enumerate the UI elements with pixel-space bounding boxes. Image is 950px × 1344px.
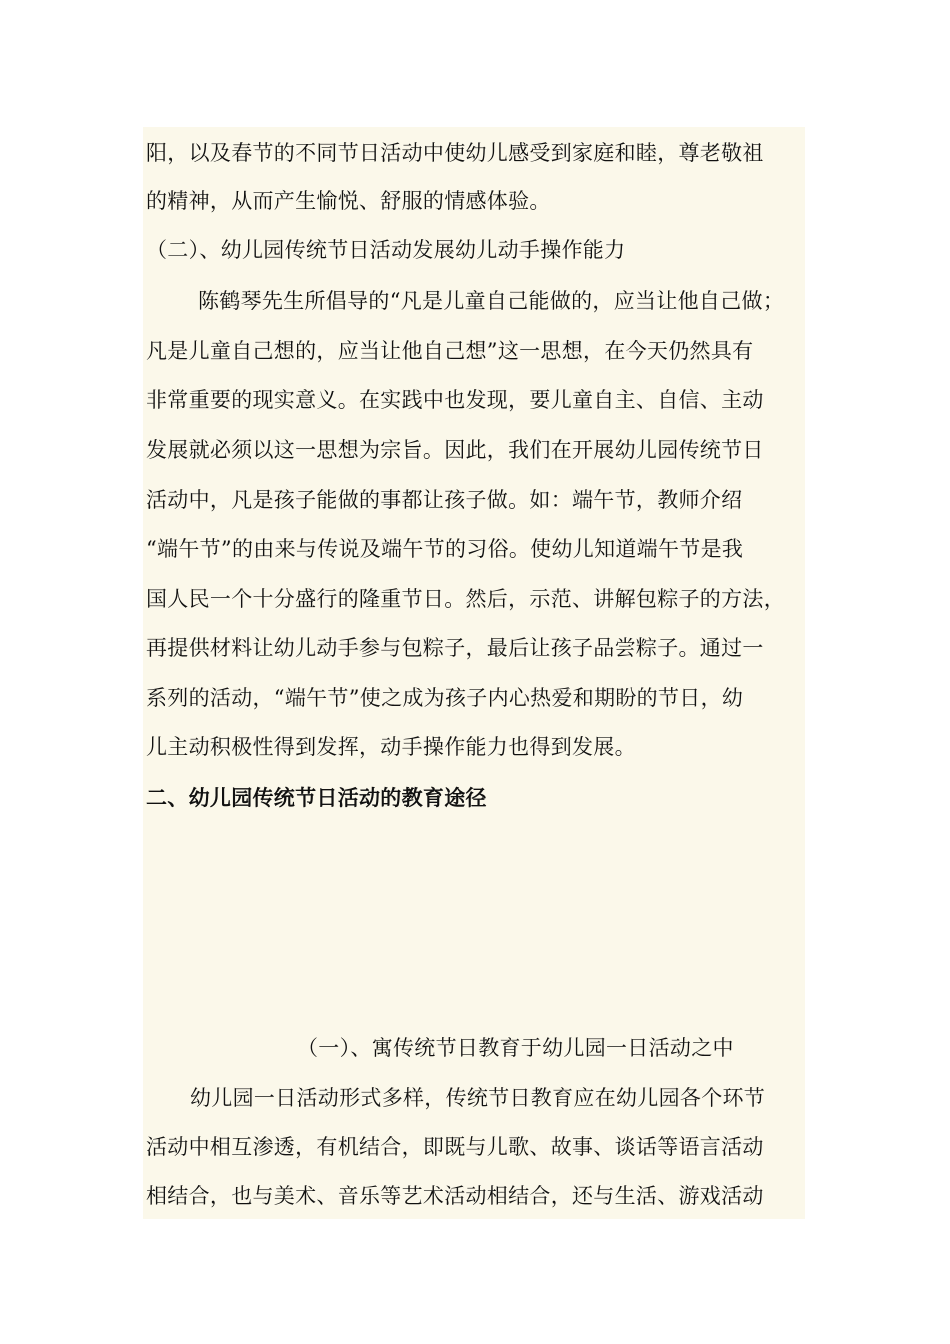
paragraph-line: 相结合，也与美术、音乐等艺术活动相结合，还与生活、游戏活动 [146,1184,764,1208]
paragraph-line: 幼儿园一日活动形式多样，传统节日教育应在幼儿园各个环节 [190,1086,766,1110]
paragraph-line: 儿主动积极性得到发挥，动手操作能力也得到发展。 [146,735,636,759]
paragraph-line: 凡是儿童自己想的，应当让他自己想”这一思想，在今天仍然具有 [146,339,754,363]
paragraph-line: 陈鹤琴先生所倡导的“凡是儿童自己能做的，应当让他自己做； [198,289,785,313]
subheading-2: （二）、幼儿园传统节日活动发展幼儿动手操作能力 [146,238,626,262]
paragraph-line: 活动中，凡是孩子能做的事都让孩子做。如：端午节，教师介绍 [146,488,743,512]
subheading-1: （一）、寓传统节日教育于幼儿园一日活动之中 [297,1036,734,1060]
paragraph-line: “端午节”的由来与传说及端午节的习俗。使幼儿知道端午节是我 [146,537,744,561]
paragraph-line: 国人民一个十分盛行的隆重节日。然后，示范、讲解包粽子的方法， [146,587,785,611]
paragraph-line: 再提供材料让幼儿动手参与包粽子，最后让孩子品尝粽子。通过一 [146,636,764,660]
paragraph-line: 发展就必须以这一思想为宗旨。因此，我们在开展幼儿园传统节日 [146,438,764,462]
paragraph-line: 系列的活动，“端午节”使之成为孩子内心热爱和期盼的节日，幼 [146,686,744,710]
paragraph-line: 非常重要的现实意义。在实践中也发现，要儿童自主、自信、主动 [146,388,764,412]
paragraph-line: 活动中相互渗透，有机结合，即既与儿歌、故事、谈话等语言活动 [146,1135,764,1159]
section-heading: 二、幼儿园传统节日活动的教育途径 [146,786,487,810]
paragraph-line: 阳，以及春节的不同节日活动中使幼儿感受到家庭和睦，尊老敬祖 [146,141,764,165]
paragraph-line: 的精神，从而产生愉悦、舒服的情感体验。 [146,189,551,213]
